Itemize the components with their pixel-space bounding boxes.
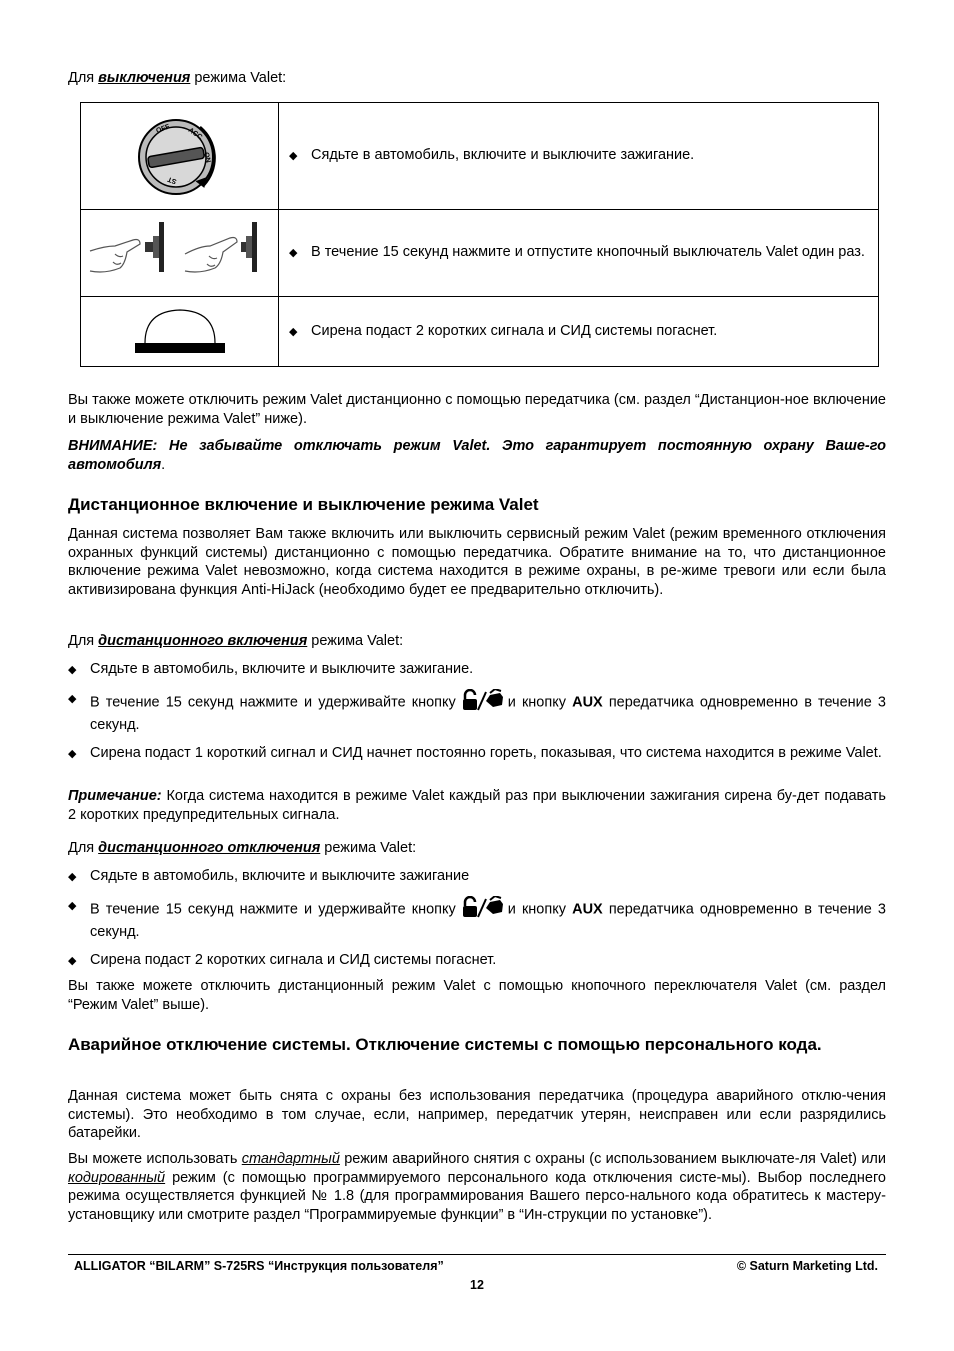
- bullet-icon: ◆: [289, 247, 298, 260]
- led-off-icon: [81, 297, 279, 367]
- lock-unlock-button-icon: [460, 896, 504, 924]
- list-item: ◆ Сирена подаст 2 коротких сигнала и СИД системы погаснет.: [68, 951, 886, 971]
- list-item: ◆ Сирена подаст 1 короткий сигнал и СИД начнет постоянно гореть, показывая, что система находится в режиме Valet.: [68, 744, 886, 764]
- list-item: ◆ В течение 15 секунд нажмите и удерживайте кнопку и кнопку AUX передатчика одновременно в течение 3 секунд.: [68, 689, 886, 735]
- note-paragraph: Примечание: Когда система находится в режиме Valet каждый раз при выключении зажигания сирена бу-дет подавать 2 коротких предупредительных сигнала.: [68, 788, 886, 823]
- list-item: ◆ В течение 15 секунд нажмите и удерживайте кнопку и кнопку AUX передатчика одновременно в течение 3 секунд.: [68, 896, 886, 942]
- bullet-icon: ◆: [68, 692, 77, 705]
- list-item: ◆ Сядьте в автомобиль, включите и выключите зажигание: [68, 867, 886, 887]
- remote-valet-description: Данная система позволяет Вам также включить или выключить сервисный режим Valet (режим временного отключения охранных функций системы) дистанционно с помощью передатчика. Обратите внимание на то, что дистанционное включение режима Valet невозможно, когда система находится в режиме охраны, в ре-жиме тревоги или если была активизирована функция Anti-HiJack (необходимо будет ее предварительно отключить).: [68, 526, 886, 598]
- valet-off-steps-table: [80, 102, 879, 367]
- valet-off-intro: Для выключения режима Valet:: [68, 70, 287, 86]
- step-text-cell: ◆ Сирена подаст 2 коротких сигнала и СИД системы погаснет.: [279, 297, 879, 367]
- remote-off-steps: [68, 867, 886, 970]
- remote-off-note: Вы также можете отключить режим Valet дистанционно с помощью передатчика (см. раздел “Дистанцион-ное включение и выключение режима Valet” ниже).: [68, 392, 886, 427]
- bullet-icon: ◆: [68, 871, 77, 883]
- step-row: [81, 103, 879, 210]
- page-number: 12: [470, 1278, 484, 1292]
- remote-on-intro: Для дистанционного включения режима Valet:: [68, 633, 404, 649]
- footer-copyright: © Saturn Marketing Ltd.: [736, 1259, 878, 1273]
- section-heading-remote-valet: Дистанционное включение и выключение режима Valet: [68, 495, 539, 514]
- manual-switch-note: Вы также можете отключить дистанционный режим Valet с помощью кнопочного переключателя Valet (см. раздел “Режим Valet” выше).: [68, 978, 886, 1013]
- emergency-modes-paragraph: Вы можете использовать стандартный режим аварийного снятия с охраны (с использованием выключате-ля Valet) или кодированный режим (с помощью программируемого персонального кода отключения систе-мы). Выбор последнего режима осуществляется функцией № 1.8 (для программирования Вашего персо-нального кода обратитесь к мастеру-установщику или смотрите раздел “Программируемые функции” в “Ин-струкции по установке”).: [68, 1151, 886, 1223]
- step-text-cell: ◆ В течение 15 секунд нажмите и отпустите кнопочный выключатель Valet один раз.: [279, 210, 879, 297]
- bullet-icon: ◆: [289, 150, 298, 163]
- remote-on-steps: [68, 660, 886, 763]
- remote-off-intro: Для дистанционного отключения режима Valet:: [68, 840, 417, 856]
- ignition-key-icon: [81, 103, 279, 210]
- section-heading-emergency: Аварийное отключение системы. Отключение системы с помощью персонального кода.: [68, 1035, 822, 1054]
- step-text-cell: ◆ Сядьте в автомобиль, включите и выключите зажигание.: [279, 103, 879, 210]
- bullet-icon: ◆: [68, 954, 77, 967]
- footer-title: ALLIGATOR “BILARM” S-725RS “Инструкция пользователя”: [74, 1259, 444, 1273]
- warning-paragraph: ВНИМАНИЕ: Не забывайте отключать режим Valet. Это гарантирует постоянную охрану Ваше-го автомобиля.: [68, 438, 886, 473]
- bullet-icon: ◆: [68, 747, 77, 760]
- svg-text:ACC: ACC: [186, 126, 203, 142]
- list-item: ◆ Сядьте в автомобиль, включите и выключите зажигание.: [68, 660, 886, 680]
- footer: [74, 1259, 878, 1273]
- svg-text:ON: ON: [201, 151, 212, 164]
- step-row: [81, 297, 879, 367]
- bullet-icon: ◆: [68, 899, 77, 912]
- svg-text:OFF: OFF: [154, 123, 171, 135]
- bullet-icon: ◆: [68, 664, 77, 676]
- footer-divider: [68, 1254, 886, 1255]
- emergency-description: Данная система может быть снята с охраны без использования передатчика (процедура аварийного отклю-чения системы). Это необходимо в том случае, если, например, передатчик утерян, неисправен или если разрядились батарейки.: [68, 1088, 886, 1141]
- lock-unlock-button-icon: [460, 689, 504, 717]
- svg-text:ST: ST: [166, 175, 178, 185]
- bullet-icon: ◆: [289, 325, 298, 338]
- step-row: [81, 210, 879, 297]
- press-button-icon: [81, 210, 279, 297]
